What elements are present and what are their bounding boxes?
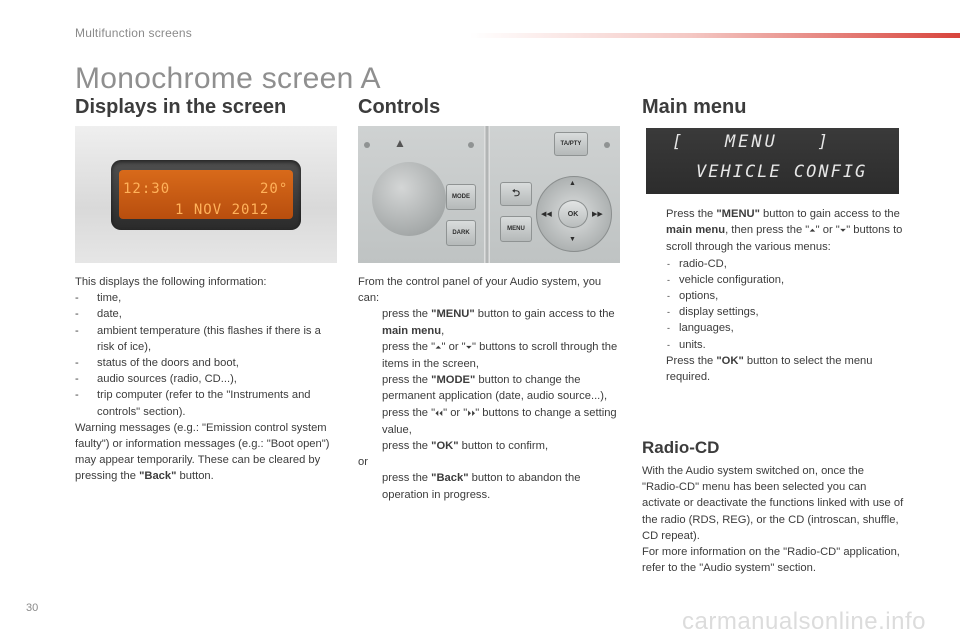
lcd-date: 1 NOV 2012 [175,202,270,218]
list-item-text: status of the doors and boot, [97,357,239,370]
watermark: carmanualsonline.info [682,608,926,635]
ta-pty-button: TA/PTY [554,132,588,156]
volume-knob [372,162,446,236]
displays-text [75,274,340,485]
menus-list [666,256,904,353]
dash-marker: - [667,274,670,285]
list-item: - vehicle configuration, [666,272,904,288]
displays-heading: Displays in the screen [75,96,287,118]
previous-arrow-icon: ◀◀ [541,211,552,218]
dash-marker: - [667,323,670,334]
list-item: - units. [666,337,904,353]
page-title: Monochrome screen A [75,62,381,95]
display-screen-photo [75,126,337,263]
up-arrow-icon: ⏶ [435,342,442,352]
list-item: press the "Back" button to abandon the operation in progress. [382,472,581,501]
list-item-text: date, [97,308,122,321]
screw-icon [604,142,610,148]
menu-screen-line-2: VEHICLE CONFIG [696,162,868,182]
panel-divider [484,126,490,263]
list-item [75,371,340,387]
lcd-temperature: 20° [260,181,289,197]
radio-cd-more: For more information on the "Radio-CD" application, refer to the "Audio system" section. [642,546,900,575]
radio-cd-text [642,463,904,576]
up-arrow-icon: ⏶ [809,226,816,236]
list-item: - display settings, [666,304,904,320]
dash-marker: - [667,339,670,350]
displays-intro: This displays the following information: [75,276,267,288]
controls-intro: From the control panel of your Audio system, you can: [358,276,602,305]
screw-icon [468,142,474,148]
controls-text [358,274,623,503]
radio-cd-heading: Radio-CD [642,438,720,457]
page-number: 30 [26,602,39,614]
list-item: press the "MODE" button to change the permanent application (date, audio source...), [382,374,608,403]
control-panel-photo [358,126,620,263]
up-arrow-icon: ▲ [569,180,576,187]
controls-list [358,306,623,454]
dash-marker: - [75,308,79,321]
list-item-text: trip computer (refer to the "Instruments and controls" section). [97,389,311,418]
list-item [75,290,340,306]
list-item: - options, [666,288,904,304]
down-arrow-icon: ⏷ [839,226,847,236]
menu-screen-photo [646,128,899,194]
list-item: - radio-CD, [666,256,904,272]
list-item: press the "OK" button to confirm, [382,440,549,453]
lcd-time: 12:30 [123,181,171,197]
ok-button: OK [558,200,588,228]
dash-marker: - [667,291,670,302]
menu-screen-line-1: [ MENU ] [672,132,831,152]
dash-marker: - [75,389,79,402]
main-menu-steps [642,206,904,385]
next-arrow-icon: ⏵⏵ [467,408,476,418]
main-menu-text [642,206,904,385]
dash-marker: - [75,357,79,370]
dash-marker: - [75,324,79,337]
previous-arrow-icon: ⏴⏴ [435,408,444,418]
controls-list-back [358,470,623,502]
mode-button: MODE [446,184,476,210]
list-item [75,306,340,322]
list-item [75,323,340,355]
list-item: press the "⏴⏴" or "⏵⏵" buttons to change a setting value, [382,406,617,436]
list-item: Press the "OK" button to select the menu required. [666,354,873,384]
list-item: Press the "MENU" button to gain access to the main menu, then press the "⏶" or "⏷" buttons to scroll through the various menus: - radio-CD, - vehicle configuration, - options, - display settings, - languages, - units. [642,206,904,353]
list-item: - languages, [666,320,904,336]
dark-button: DARK [446,220,476,246]
section-label: Multifunction screens [75,26,192,40]
list-item-text: time, [97,292,122,305]
dash-marker: - [75,373,79,386]
down-arrow-icon: ▼ [569,236,576,243]
list-item: press the "⏶" or "⏷" buttons to scroll through the items in the screen, [382,340,618,371]
warning-paragraph: Warning messages (e.g.: "Emission control system faulty") or information messages (e.g.: "Boot open") may appear temporarily. These can be cleared by pressing the "Back" button. [75,421,330,483]
next-arrow-icon: ▶▶ [592,211,603,218]
warning-triangle-icon: ▲ [394,136,406,150]
back-button: ⮌ [500,182,532,206]
dash-marker: - [667,307,670,318]
list-item-text: audio sources (radio, CD...), [97,373,237,386]
displays-list [75,290,340,420]
menu-button: MENU [500,216,532,242]
list-item [75,355,340,371]
header-accent-bar [470,33,960,38]
list-item [75,387,340,419]
list-item: press the "MENU" button to gain access to the main menu, [382,308,615,337]
list-item-text: ambient temperature (this flashes if there is a risk of ice), [97,324,321,353]
screw-icon [364,142,370,148]
dash-marker: - [667,258,670,269]
main-menu-heading: Main menu [642,96,747,118]
radio-cd-body: With the Audio system switched on, once the "Radio-CD" menu has been selected you can activate or deactivate the functions linked with use of the radio (RDS, REG), or the CD (introscan, shuffle, CD repeat). [642,465,904,542]
or-text: or [358,456,368,469]
down-arrow-icon: ⏷ [465,342,473,352]
controls-heading: Controls [358,96,441,118]
dash-marker: - [75,292,79,305]
